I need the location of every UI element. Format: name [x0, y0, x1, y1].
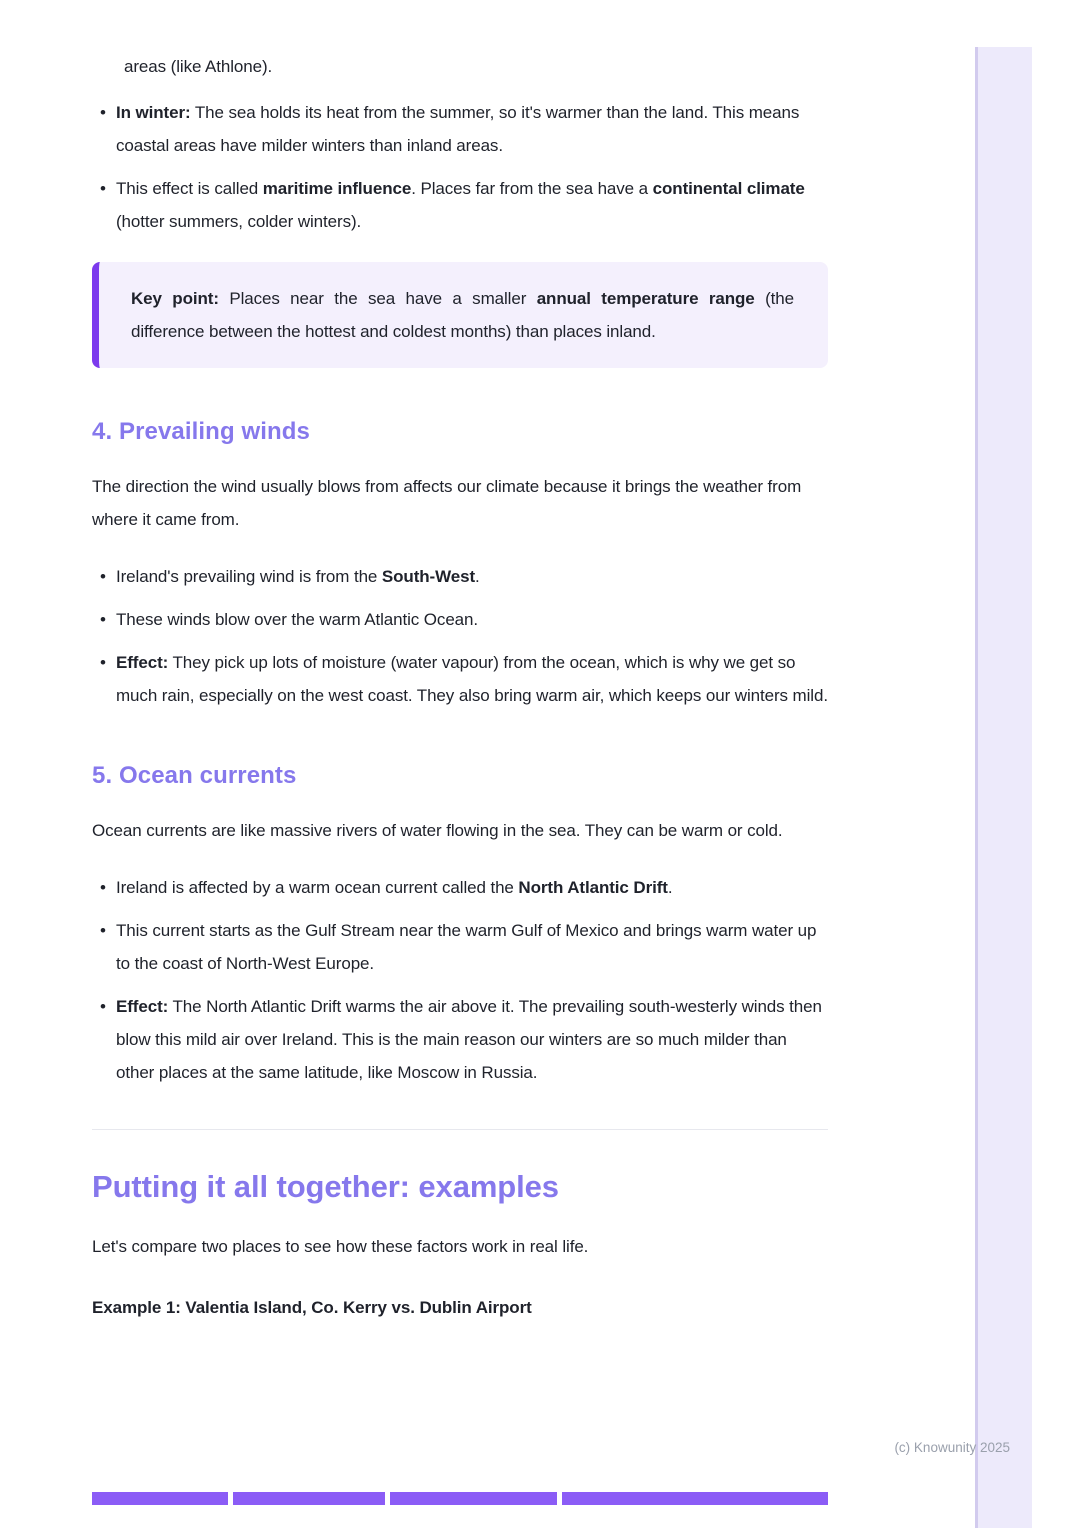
examples-intro: Let's compare two places to see how these factors work in real life. [92, 1237, 589, 1256]
section-divider [92, 1129, 828, 1130]
key-point-text: Key point: Places near the sea have a smaller annual temperature range (the difference between the hottest and coldest months) than places inland. [131, 289, 794, 341]
list-item [92, 560, 828, 593]
list-item [92, 646, 828, 712]
list-item [92, 172, 828, 238]
bullet-marker: • [100, 997, 106, 1016]
list-item [92, 914, 828, 980]
table-header-cell [233, 1492, 385, 1505]
page-title-putting-it-all-together: Putting it all together: examples [92, 1169, 559, 1204]
bullet-marker: • [100, 103, 106, 122]
ocean-currents-bullet-list [92, 871, 828, 1089]
bullet-marker: • [100, 653, 106, 672]
bullet-text: This current starts as the Gulf Stream near the warm Gulf of Mexico and brings warm water up to the coast of North-West Europe. [116, 921, 817, 973]
table-header-cell [92, 1492, 228, 1505]
prevailing-winds-intro: The direction the wind usually blows from affects our climate because it brings the weather from where it came from. [92, 477, 802, 529]
bullet-marker: • [100, 921, 106, 940]
bullet-text: Effect: They pick up lots of moisture (water vapour) from the ocean, which is why we get so much rain, especially on the west coast. They also bring warm air, which keeps our winters mild. [116, 653, 828, 705]
footer-credit: (c) Knowunity 2025 [894, 1440, 1010, 1455]
bullet-marker: • [100, 567, 106, 586]
bullet-text: In winter: The sea holds its heat from the summer, so it's warmer than the land. This means coastal areas have milder winters than inland areas. [116, 103, 800, 155]
table-header-cell [562, 1492, 828, 1505]
list-item [92, 990, 828, 1089]
scrollbar-track[interactable] [975, 47, 1032, 1528]
list-item [92, 871, 828, 904]
bullet-text: These winds blow over the warm Atlantic Ocean. [116, 610, 479, 629]
bullet-marker: • [100, 179, 106, 198]
prevailing-winds-bullet-list [92, 560, 828, 712]
bullet-text: Effect: The North Atlantic Drift warms the air above it. The prevailing south-westerly winds then blow this mild air over Ireland. This is the main reason our winters are so much milder than other places at the same latitude, like Moscow in Russia. [116, 997, 822, 1082]
bullet-marker: • [100, 878, 106, 897]
section-heading-ocean-currents: 5. Ocean currents [92, 762, 297, 789]
bullet-text: This effect is called maritime influence. Places far from the sea have a continental climate (hotter summers, colder winters). [116, 179, 805, 231]
bullet-text: Ireland's prevailing wind is from the South-West. [116, 567, 480, 586]
table-header-cell [390, 1492, 557, 1505]
bullet-text: Ireland is affected by a warm ocean current called the North Atlantic Drift. [116, 878, 673, 897]
table-header-strip [92, 1492, 828, 1505]
list-item [92, 96, 828, 162]
bullet-continuation-line: areas (like Athlone). [124, 57, 273, 76]
example1-title: Example 1: Valentia Island, Co. Kerry vs. Dublin Airport [92, 1298, 532, 1317]
list-item [92, 603, 828, 636]
ocean-currents-intro: Ocean currents are like massive rivers of water flowing in the sea. They can be warm or cold. [92, 821, 783, 840]
document-content [92, 0, 828, 1324]
section-heading-prevailing-winds: 4. Prevailing winds [92, 418, 310, 445]
intro-bullet-list [92, 96, 828, 238]
bullet-marker: • [100, 610, 106, 629]
key-point-callout [92, 262, 828, 368]
